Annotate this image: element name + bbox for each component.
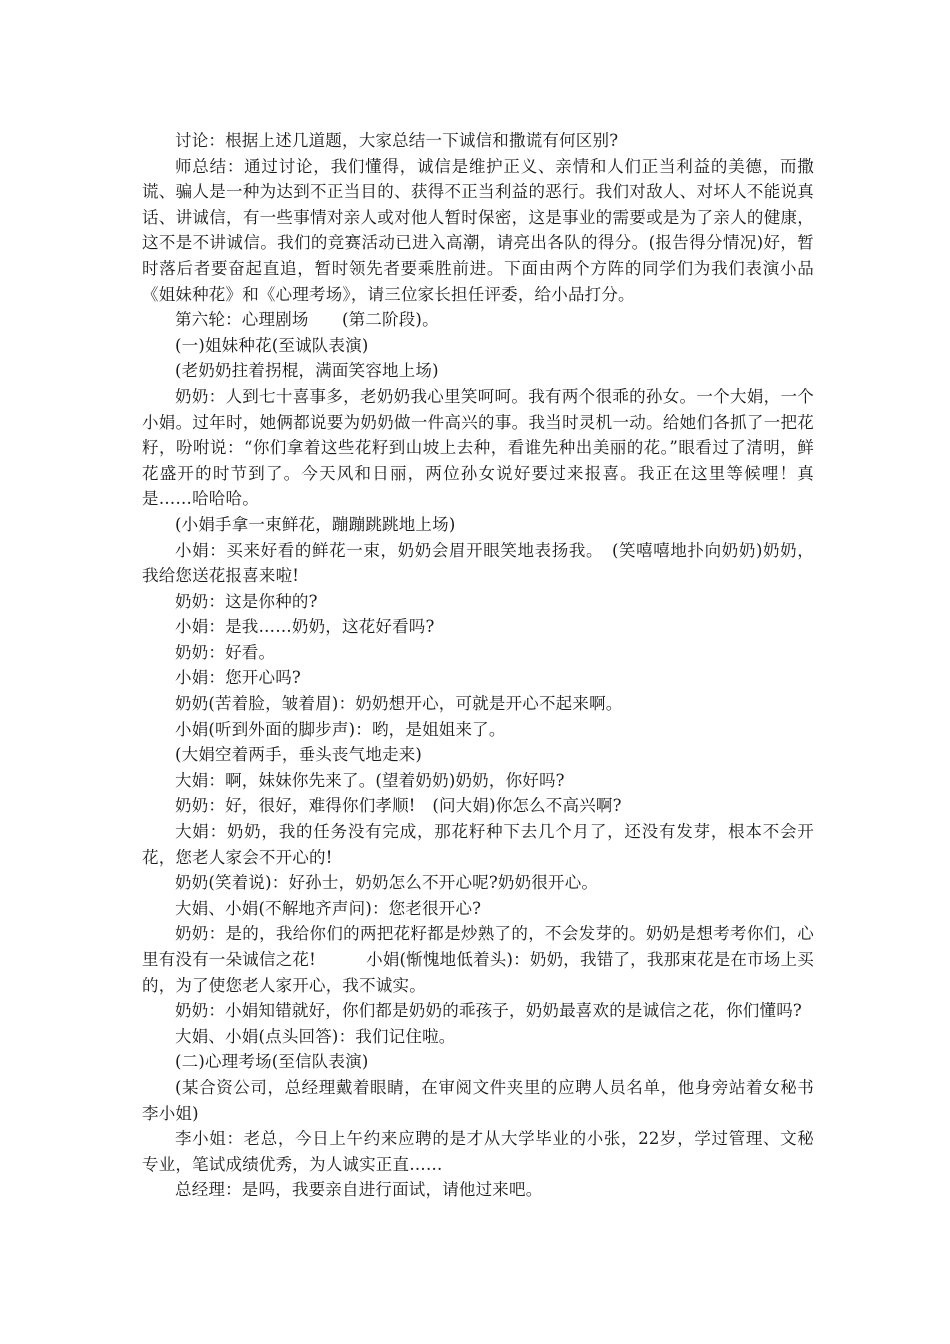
stage-direction: (大娟空着两手，垂头丧气地走来) (175, 745, 423, 765)
dialogue-line: 大娟、小娟(点头回答)：我们记住啦。 (175, 1026, 456, 1046)
dialogue-line: 奶奶(笑着说)：好孙士，奶奶怎么不开心呢?奶奶很开心。 (175, 873, 599, 893)
stage-direction: (某合资公司，总经理戴着眼睛，在审阅文件夹里的应聘人员名单，他身旁站着女秘书李小姐) (142, 1077, 814, 1123)
dialogue-line: 小娟：您开心吗? (175, 668, 301, 688)
dialogue-line: 大娟：奶奶，我的任务没有完成，那花籽种下去几个月了，还没有发芽，根本不会开花，您老人家会不开心的! (142, 822, 814, 867)
dialogue-line: 奶奶：好看。 (175, 642, 276, 662)
dialogue-line: 大娟、小娟(不解地齐声问)：您老很开心? (175, 898, 482, 918)
dialogue-line: 小娟：是我……奶奶，这花好看吗? (175, 617, 435, 637)
teacher-summary: 师总结：通过讨论，我们懂得，诚信是维护正义、亲情和人们正当利益的美德，而撒谎、骗人是一种为达到不正当目的、获得不正当利益的恶行。我们对敌人、对坏人不能说真话、讲诚信，有一些事情对亲人或对他人暂时保密，这是事业的需要或是为了亲人的健康，这不是不讲诚信。我们的竞赛活动已进入高潮，请亮出各队的得分。(报告得分情况)好，暂时落后者要奋起直追，暂时领先者要乘胜前进。下面由两个方阵的同学们为我们表演小品《姐妹种花》和《心理考场》，请三位家长担任评委，给小品打分。 (142, 156, 814, 304)
dialogue-line: 奶奶：好，很好，难得你们孝顺! (问大娟)你怎么不高兴啊? (175, 796, 622, 816)
stage-direction: (小娟手拿一束鲜花，蹦蹦跳跳地上场) (175, 514, 456, 534)
round-six-heading: 第六轮：心理剧场 (第二阶段)。 (175, 310, 439, 330)
dialogue-line: 奶奶：是的，我给你们的两把花籽都是炒熟了的，不会发芽的。奶奶是想考考你们，心里有没有一朵诚信之花! 小娟(惭愧地低着头)：奶奶，我错了，我那束花是在市场上买的，为了使您老人家开心，我不诚实。 (142, 924, 814, 995)
dialogue-line: 奶奶：这是你种的? (175, 591, 318, 611)
dialogue-line: 奶奶：小娟知错就好，你们都是奶奶的乖孩子，奶奶最喜欢的是诚信之花，你们懂吗? (175, 1001, 802, 1021)
dialogue-line: 奶奶(苦着脸，皱着眉)：奶奶想开心，可就是开心不起来啊。 (175, 694, 623, 714)
dialogue-line: 大娟：啊，妹妹你先来了。(望着奶奶)奶奶，你好吗? (175, 770, 565, 790)
skit-one-heading: (一)姐妹种花(至诚队表演) (175, 335, 369, 355)
stage-direction: (老奶奶拄着拐棍，满面笑容地上场) (175, 361, 439, 381)
document-body (142, 128, 814, 1203)
dialogue-line: 小娟：买来好看的鲜花一束，奶奶会眉开眼笑地表扬我。 (笑嘻嘻地扑向奶奶)奶奶，我给您送花报喜来啦! (142, 540, 814, 586)
dialogue-line: 奶奶：人到七十喜事多，老奶奶我心里笑呵呵。我有两个很乖的孙女。一个大娟，一个小娟。过年时，她俩都说要为奶奶做一件高兴的事。我当时灵机一动。给她们各抓了一把花籽，吩咐说：“你们拿着这些花籽到山坡上去种，看谁先种出美丽的花。”眼看过了清明，鲜花盛开的时节到了。今天风和日丽，两位孙女说好要过来报喜。我正在这里等候哩！真是……哈哈哈。 (142, 386, 814, 509)
dialogue-line: 李小姐：老总，今日上午约来应聘的是才从大学毕业的小张，22岁，学过管理、文秘专业，笔试成绩优秀，为人诚实正直…… (142, 1129, 814, 1174)
discussion-question: 讨论：根据上述几道题，大家总结一下诚信和撒谎有何区别? (175, 131, 619, 150)
skit-two-heading: (二)心理考场(至信队表演) (175, 1052, 369, 1072)
dialogue-line: 小娟(听到外面的脚步声)：哟，是姐姐来了。 (175, 719, 506, 739)
dialogue-line: 总经理：是吗，我要亲自进行面试，请他过来吧。 (175, 1180, 543, 1200)
